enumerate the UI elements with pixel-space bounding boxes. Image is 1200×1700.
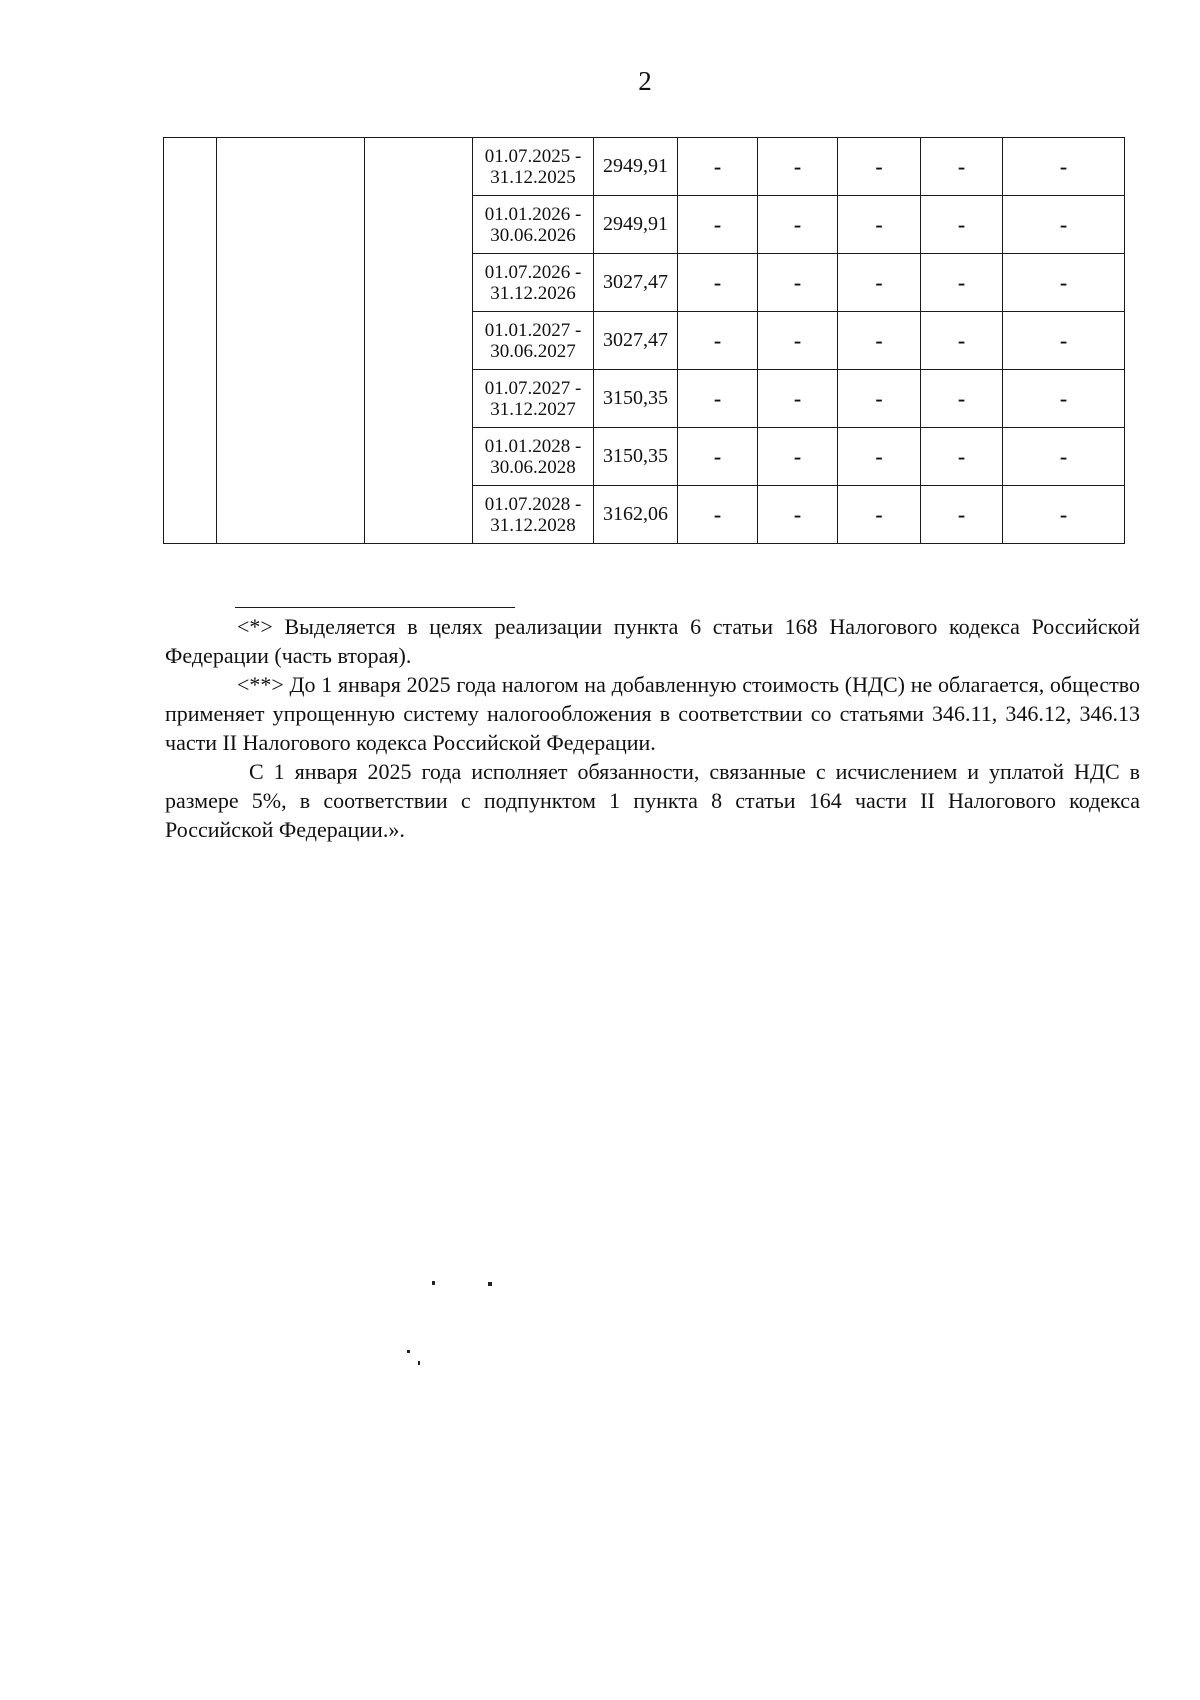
- period-end: 31.12.2027: [490, 398, 576, 420]
- empty-value-cell: -: [1003, 254, 1125, 312]
- empty-value-cell: -: [1003, 196, 1125, 254]
- empty-value-cell: -: [758, 428, 838, 486]
- period-cell: [473, 196, 594, 254]
- empty-value-cell: -: [758, 486, 838, 544]
- empty-value-cell: -: [921, 138, 1003, 196]
- scan-speck: [407, 1350, 410, 1353]
- page-number: 2: [638, 66, 652, 96]
- empty-value-cell: -: [678, 138, 758, 196]
- empty-value-cell: -: [1003, 138, 1125, 196]
- empty-value-cell: -: [838, 312, 921, 370]
- empty-value-cell: -: [921, 370, 1003, 428]
- period-end: 30.06.2027: [490, 340, 576, 362]
- tariff-value-cell: 3027,47: [594, 254, 678, 312]
- empty-value-cell: -: [678, 486, 758, 544]
- period-end: 31.12.2026: [490, 282, 576, 304]
- tariff-value-cell: 3150,35: [594, 428, 678, 486]
- empty-value-cell: -: [1003, 312, 1125, 370]
- empty-value-cell: -: [758, 370, 838, 428]
- empty-value-cell: -: [758, 196, 838, 254]
- empty-value-cell: -: [838, 370, 921, 428]
- period-cell: [473, 428, 594, 486]
- empty-value-cell: -: [921, 486, 1003, 544]
- empty-value-cell: -: [1003, 370, 1125, 428]
- empty-value-cell: -: [838, 196, 921, 254]
- empty-value-cell: -: [678, 370, 758, 428]
- empty-value-cell: -: [758, 312, 838, 370]
- footnote-separator: [235, 607, 515, 608]
- period-start: 01.07.2025 -: [484, 145, 582, 167]
- empty-value-cell: -: [758, 254, 838, 312]
- period-cell: [473, 370, 594, 428]
- empty-value-cell: -: [678, 428, 758, 486]
- empty-value-cell: -: [758, 138, 838, 196]
- period-end: 30.06.2028: [490, 456, 576, 478]
- footnotes: [165, 612, 1140, 844]
- period-end: 31.12.2028: [490, 514, 576, 536]
- empty-value-cell: -: [838, 486, 921, 544]
- tariff-value-cell: 3162,06: [594, 486, 678, 544]
- empty-value-cell: -: [921, 312, 1003, 370]
- period-end: 30.06.2026: [490, 224, 576, 246]
- table-empty-col-3: [365, 138, 473, 544]
- period-start: 01.07.2026 -: [484, 261, 582, 283]
- footnote-1: <*> Выделяется в целях реализации пункта 6 статьи 168 Налогового кодекса Российской Федерации (часть вторая).: [165, 614, 1140, 668]
- tariff-value-cell: 3150,35: [594, 370, 678, 428]
- period-cell: [473, 486, 594, 544]
- scan-speck: [488, 1282, 492, 1286]
- period-cell: [473, 312, 594, 370]
- empty-value-cell: -: [921, 254, 1003, 312]
- empty-value-cell: -: [678, 196, 758, 254]
- scan-speck: [418, 1361, 420, 1365]
- period-end: 31.12.2025: [490, 166, 576, 188]
- footnote-2: <**> До 1 января 2025 года налогом на добавленную стоимость (НДС) не облагается, общество применяет упрощенную систему налогообложения в соответствии со статьями 346.11, 346.12, 346.13 части II Налогового кодекса Российской Федерации.: [165, 672, 1140, 755]
- empty-value-cell: -: [678, 312, 758, 370]
- tariff-table: [163, 137, 1125, 544]
- tariff-value-cell: 3027,47: [594, 312, 678, 370]
- period-start: 01.01.2027 -: [484, 319, 582, 341]
- table-row: [164, 138, 1125, 196]
- period-cell: [473, 138, 594, 196]
- empty-value-cell: -: [1003, 486, 1125, 544]
- footnote-2-continuation: С 1 января 2025 года исполняет обязанности, связанные с исчислением и уплатой НДС в размере 5%, в соответствии с подпунктом 1 пункта 8 статьи 164 части II Налогового кодекса Российской Федерации.».: [165, 759, 1140, 842]
- empty-value-cell: -: [838, 428, 921, 486]
- empty-value-cell: -: [921, 196, 1003, 254]
- period-start: 01.07.2028 -: [484, 493, 582, 515]
- table-empty-col-1: [164, 138, 217, 544]
- tariff-value-cell: 2949,91: [594, 196, 678, 254]
- period-start: 01.01.2026 -: [484, 203, 582, 225]
- period-start: 01.01.2028 -: [484, 435, 582, 457]
- empty-value-cell: -: [838, 138, 921, 196]
- period-start: 01.07.2027 -: [484, 377, 582, 399]
- empty-value-cell: -: [678, 254, 758, 312]
- empty-value-cell: -: [838, 254, 921, 312]
- tariff-value-cell: 2949,91: [594, 138, 678, 196]
- empty-value-cell: -: [1003, 428, 1125, 486]
- tariff-table-body: [164, 138, 1125, 544]
- empty-value-cell: -: [921, 428, 1003, 486]
- period-cell: [473, 254, 594, 312]
- table-empty-col-2: [217, 138, 365, 544]
- scan-speck: [432, 1281, 435, 1285]
